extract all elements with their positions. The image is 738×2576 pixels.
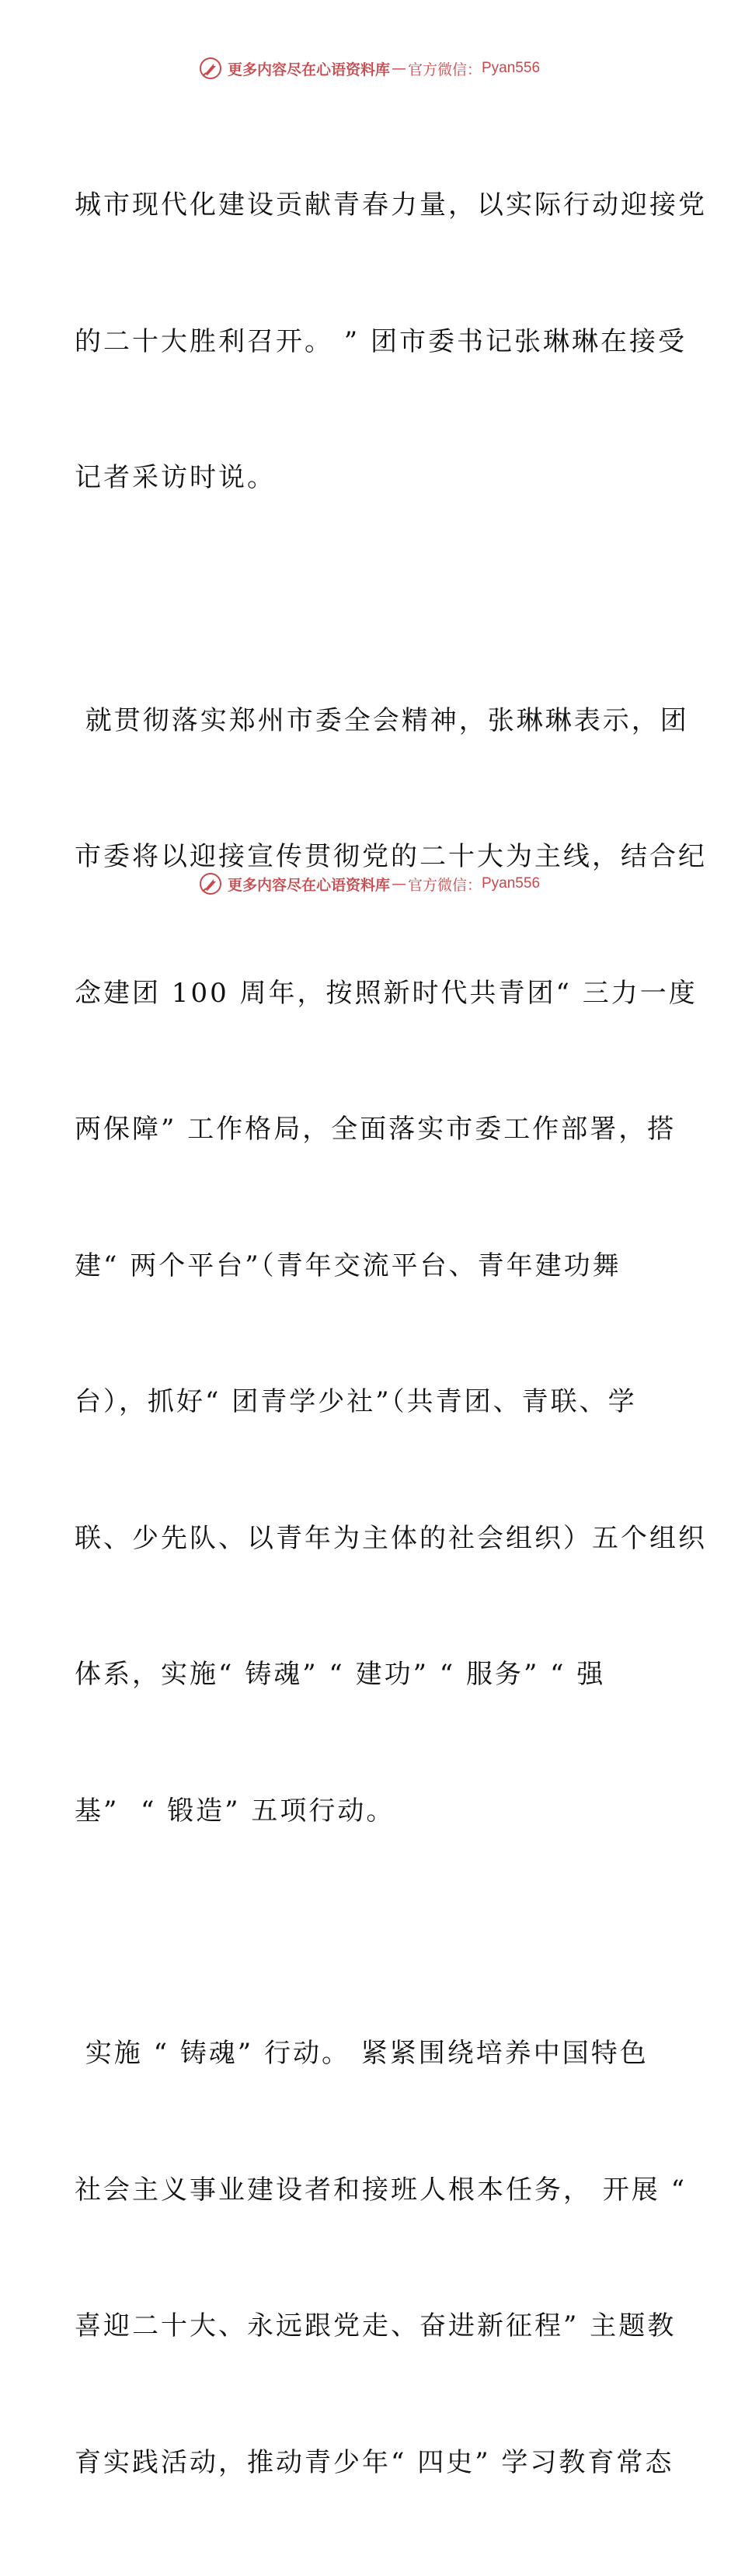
banner-site-name: 更多内容尽在心语资料库 — [227, 876, 390, 894]
paragraph-3 — [75, 1940, 687, 2576]
text-line: 念建团 100 周年，按照新时代共青团“ 三力一度 — [75, 977, 698, 1009]
text-line: 记者采访时说。 — [75, 462, 276, 493]
text-line: 城市现代化建设贡献青春力量，以实际行动迎接党 — [75, 189, 707, 221]
document-body — [75, 92, 707, 2576]
text-line: 基” “ 锻造” 五项行动。 — [75, 1795, 395, 1827]
banner-official-label: 官方微信： — [407, 61, 482, 78]
paragraph-1 — [75, 92, 707, 592]
paragraph-2 — [75, 607, 707, 1925]
banner-site-name: 更多内容尽在心语资料库 — [227, 61, 390, 78]
text-line: 就贯彻落实郑州市委全会精神，张琳琳表示，团 — [75, 704, 689, 736]
text-line: 两保障” 工作格局，全面落实市委工作部署，搭 — [75, 1114, 677, 1145]
banner-wechat-id: Pyan556 — [482, 60, 541, 76]
text-line: 的二十大胜利召开。 ” 团市委书记张琳琳在接受 — [75, 325, 687, 357]
text-line: 联、少先队、以青年为主体的社会组织）五个组织 — [75, 1522, 707, 1554]
banner-dash: — — [391, 875, 406, 892]
pen-nib-logo-icon — [198, 871, 223, 896]
banner-wechat-id: Pyan556 — [482, 875, 541, 892]
banner-official-label: 官方微信： — [407, 876, 482, 894]
header-banner — [0, 53, 738, 84]
text-line: 台），抓好“ 团青学少社”（共青团、青联、学 — [75, 1386, 637, 1417]
footer-banner — [0, 868, 738, 899]
text-line: 实施 “ 铸魂” 行动。 紧紧围绕培养中国特色 — [75, 2038, 649, 2069]
text-line: 喜迎二十大、永远跟党走、奋进新征程” 主题教 — [75, 2310, 677, 2341]
text-line: 体系，实施“ 铸魂” “ 建功” “ 服务” “ 强 — [75, 1659, 606, 1690]
pen-nib-logo-icon — [198, 56, 223, 81]
text-line: 市委将以迎接宣传贯彻党的二十大为主线，结合纪 — [75, 841, 707, 872]
text-line: 建“ 两个平台”（青年交流平台、青年建功舞 — [75, 1250, 621, 1281]
text-line: 育实践活动，推动青少年“ 四史” 学习教育常态 — [75, 2446, 674, 2478]
text-line: 社会主义事业建设者和接班人根本任务， 开展 “ — [75, 2174, 687, 2206]
banner-dash: — — [391, 60, 406, 77]
